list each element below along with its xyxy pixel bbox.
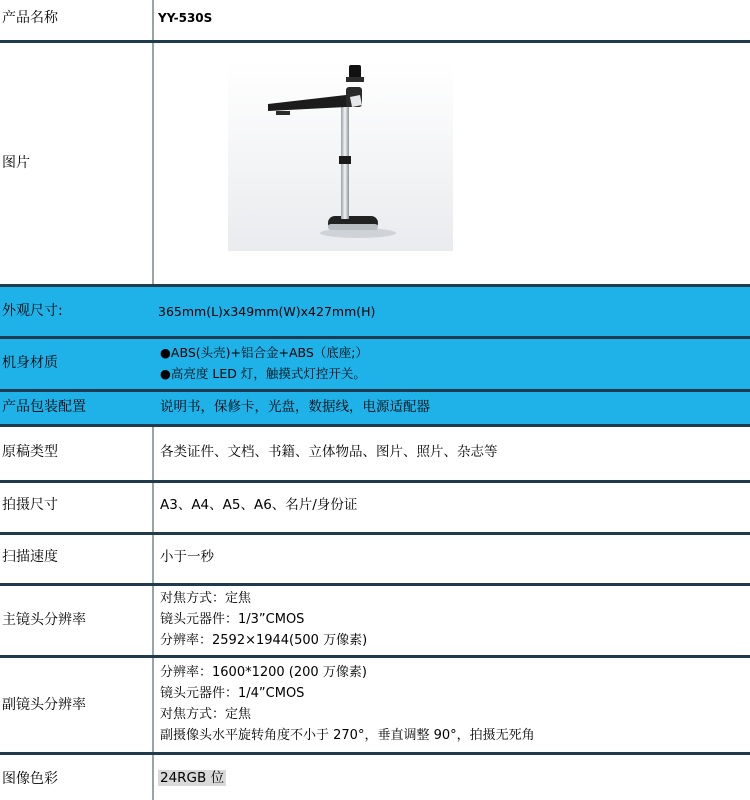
row-main-lens <box>0 586 750 655</box>
row-value: 365mm(L)x349mm(W)x427mm(H) <box>158 304 376 319</box>
row-label: 图片 <box>2 155 30 171</box>
row-picture <box>0 43 750 284</box>
row-value: 24RGB 位 <box>160 770 225 786</box>
row-value-line: 镜头元器件：1/4”CMOS <box>160 686 305 701</box>
row-original-type <box>0 427 750 480</box>
row-package <box>0 392 750 424</box>
row-value-line: 分辨率：2592×1944(500 万像素) <box>160 633 368 648</box>
product-image <box>228 61 453 251</box>
row-label: 副镜头分辨率 <box>2 697 86 713</box>
row-value-line: 镜头元器件：1/3”CMOS <box>160 612 305 627</box>
row-label: 产品名称 <box>2 10 58 26</box>
row-value-wrap <box>158 768 226 789</box>
row-product-name <box>0 0 750 40</box>
row-value-line: 分辨率：1600*1200 (200 万像素) <box>160 665 367 680</box>
row-value-line: ●高亮度 LED 灯，触摸式灯控开关。 <box>160 366 366 381</box>
row-value: YY-530S <box>158 11 213 25</box>
row-value-line: 副摄像头水平旋转角度不小于 270°，垂直调整 90°，拍摄无死角 <box>160 728 535 743</box>
row-label: 扫描速度 <box>2 549 58 565</box>
row-label: 产品包装配置 <box>2 399 86 415</box>
row-label: 图像色彩 <box>2 771 58 787</box>
row-label: 原稿类型 <box>2 444 58 460</box>
row-label: 机身材质 <box>2 355 58 371</box>
row-value-line: 对焦方式：定焦 <box>160 707 252 722</box>
row-label: 外观尺寸: <box>2 303 63 319</box>
row-value: 说明书，保修卡，光盘，数据线，电源适配器 <box>160 399 430 415</box>
row-material <box>0 339 750 389</box>
row-value-line: 对焦方式：定焦 <box>160 591 252 606</box>
row-dimensions <box>0 287 750 336</box>
row-label: 拍摄尺寸 <box>2 497 58 513</box>
row-image-color <box>0 755 750 800</box>
row-value-line: ●ABS(头壳)+铝合金+ABS（底座;） <box>160 345 369 360</box>
row-label: 主镜头分辨率 <box>2 612 86 628</box>
row-value: 小于一秒 <box>160 549 214 565</box>
row-value: A3、A4、A5、A6、名片/身份证 <box>160 497 358 513</box>
row-sub-lens <box>0 658 750 752</box>
row-scan-speed <box>0 535 750 583</box>
row-shooting-size <box>0 483 750 532</box>
row-value: 各类证件、文档、书籍、立体物品、图片、照片、杂志等 <box>160 444 498 460</box>
